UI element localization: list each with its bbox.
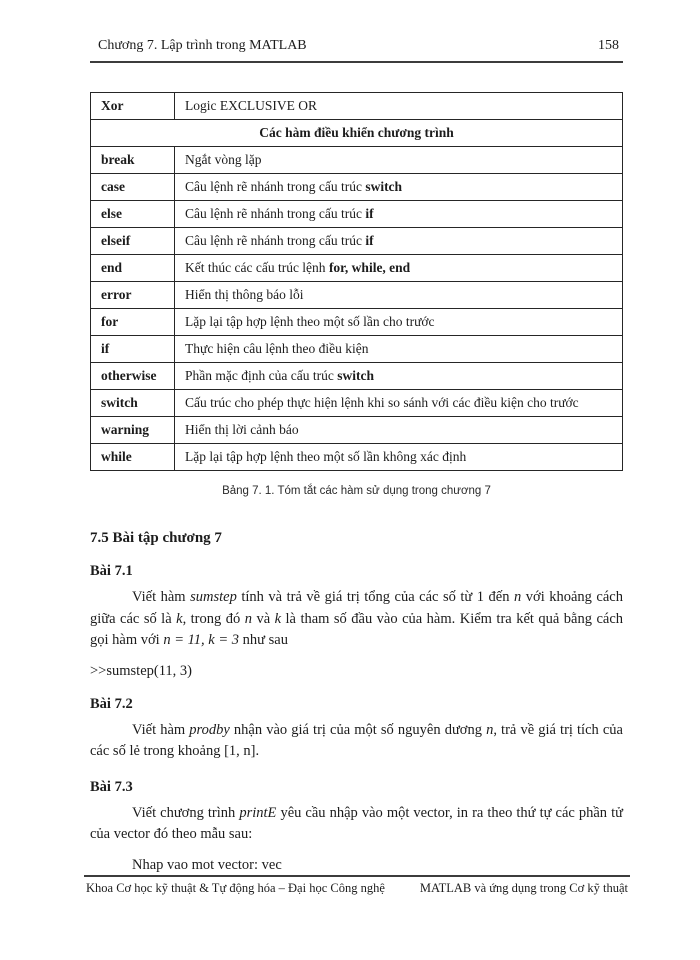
exercise-label: Bài 7.2 <box>90 695 133 712</box>
page-number: 158 <box>598 38 619 53</box>
function-name: else <box>91 201 175 228</box>
function-name: for <box>91 309 175 336</box>
section-heading: 7.5 Bài tập chương 7 <box>90 530 222 546</box>
table-row <box>91 147 623 174</box>
page-header <box>90 38 623 54</box>
header-rule <box>90 61 623 63</box>
function-desc: Logic EXCLUSIVE OR <box>175 93 623 120</box>
function-desc: Ngắt vòng lặp <box>175 147 623 174</box>
table-row <box>91 363 623 390</box>
table-row <box>91 255 623 282</box>
function-name: Xor <box>91 93 175 120</box>
exercise-paragraph: Viết hàm sumstep tính và trả về giá trị tổng của các số từ 1 đến n với khoảng cách giữa các số là k, trong đó n và k là tham số đầu vào của hàm. Kiểm tra kết quả bằng cách gọi hàm với n = 11, k = 3 như sau <box>90 589 624 648</box>
exercise-paragraph: Viết chương trình printE yêu cầu nhập vào một vector, in ra theo thứ tự các phần tử của vector đó theo mẫu sau: <box>90 804 623 842</box>
function-desc: Lặp lại tập hợp lệnh theo một số lần không xác định <box>175 444 623 471</box>
table-row <box>91 93 623 120</box>
functions-table <box>90 92 623 471</box>
function-desc: Câu lệnh rẽ nhánh trong cấu trúc switch <box>175 174 623 201</box>
table-row <box>91 228 623 255</box>
function-name: break <box>91 147 175 174</box>
footer-rule <box>84 875 630 877</box>
page-footer <box>84 875 630 896</box>
function-desc: Hiển thị lời cảnh báo <box>175 417 623 444</box>
exercise-label: Bài 7.1 <box>90 563 133 579</box>
code-line: >>sumstep(11, 3) <box>90 662 193 679</box>
function-name: if <box>91 336 175 363</box>
table-section-header: Các hàm điều khiển chương trình <box>91 120 623 147</box>
function-desc: Thực hiện câu lệnh theo điều kiện <box>175 336 623 363</box>
table-section-row <box>91 120 623 147</box>
table-row <box>91 309 623 336</box>
function-desc: Hiển thị thông báo lỗi <box>175 282 623 309</box>
running-title: Chương 7. Lập trình trong MATLAB <box>98 38 307 53</box>
function-name: elseif <box>91 228 175 255</box>
table-row <box>91 201 623 228</box>
footer-right: MATLAB và ứng dụng trong Cơ kỹ thuật <box>419 881 628 895</box>
function-name: switch <box>91 390 175 417</box>
table-row <box>91 417 623 444</box>
function-desc: Câu lệnh rẽ nhánh trong cấu trúc if <box>175 228 623 255</box>
exercise-label: Bài 7.3 <box>90 778 133 795</box>
function-name: case <box>91 174 175 201</box>
function-desc: Câu lệnh rẽ nhánh trong cấu trúc if <box>175 201 623 228</box>
function-name: warning <box>91 417 175 444</box>
function-name: end <box>91 255 175 282</box>
table-caption: Bảng 7. 1. Tóm tắt các hàm sử dụng trong chương 7 <box>222 485 491 497</box>
function-desc: Kết thúc các cấu trúc lệnh for, while, end <box>175 255 623 282</box>
function-name: otherwise <box>91 363 175 390</box>
function-desc: Cấu trúc cho phép thực hiện lệnh khi so sánh với các điều kiện cho trước <box>175 390 623 417</box>
table-row <box>91 390 623 417</box>
table-row <box>91 174 623 201</box>
function-desc: Phần mặc định của cấu trúc switch <box>175 363 623 390</box>
table-row <box>91 336 623 363</box>
exercise-paragraph: Viết hàm prodby nhận vào giá trị của một số nguyên dương n, trả về giá trị tích của các số lẻ trong khoảng [1, n]. <box>90 721 623 759</box>
function-name: while <box>91 444 175 471</box>
table-row <box>91 444 623 471</box>
footer-left: Khoa Cơ học kỹ thuật & Tự động hóa – Đại học Công nghệ <box>86 881 385 895</box>
sample-output: Nhap vao mot vector: vec <box>132 856 282 873</box>
function-desc: Lặp lại tập hợp lệnh theo một số lần cho trước <box>175 309 623 336</box>
function-name: error <box>91 282 175 309</box>
table-row <box>91 282 623 309</box>
